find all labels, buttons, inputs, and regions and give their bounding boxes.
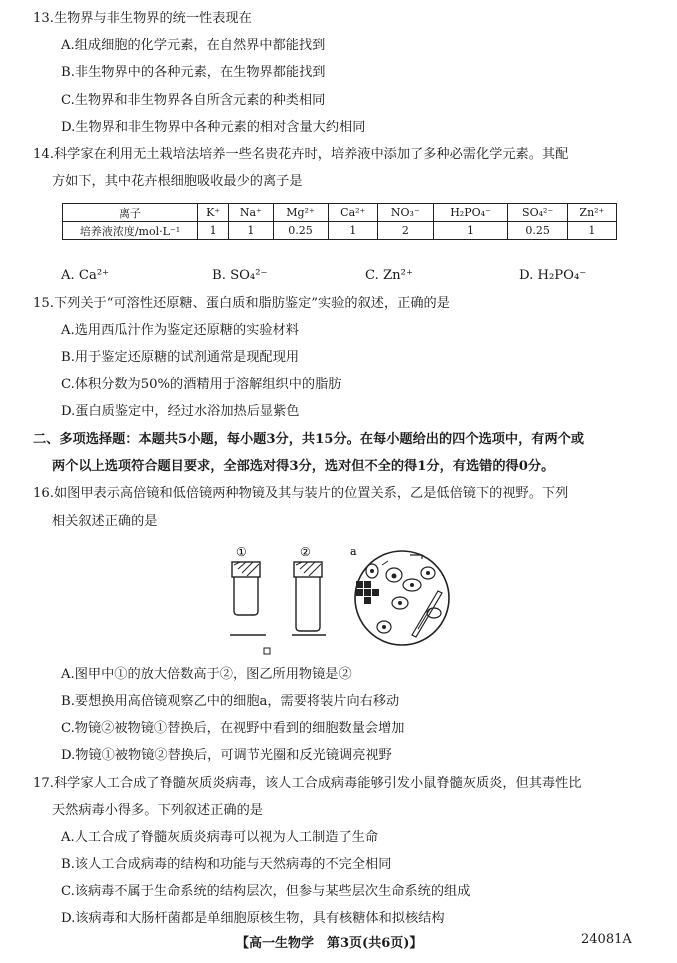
q17-option-a: A.人工合成了脊髓灰质炎病毒可以视为人工制造了生命 [61, 830, 379, 845]
q16-option-c: C.物镜②被物镜①替换后，在视野中看到的细胞数量会增加 [61, 721, 405, 736]
table-cell: 培养液浓度/mol·L⁻¹ [63, 222, 198, 240]
q15-stem: 15.下列关于“可溶性还原糖、蛋白质和脂肪鉴定”实验的叙述，正确的是 [33, 296, 450, 311]
table-header-cell: K⁺ [198, 204, 229, 222]
table-cell: 0.25 [273, 222, 328, 240]
q16-option-d: D.物镜①被物镜②替换后，可调节光圈和反光镜调亮视野 [61, 748, 392, 763]
table-header-cell: Zn²⁺ [567, 204, 616, 222]
q13-option-a: A.组成细胞的化学元素，在自然界中都能找到 [61, 38, 326, 53]
q16-option-a: A.图甲中①的放大倍数高于②，图乙所用物镜是② [61, 667, 352, 682]
table-row [63, 204, 617, 222]
q17-option-d: D.该病毒和大肠杆菌都是单细胞原核生物，具有核糖体和拟核结构 [61, 911, 445, 926]
cell-a-label: a [350, 545, 357, 558]
q15-option-d: D.蛋白质鉴定中，经过水浴加热后显紫色 [61, 404, 300, 419]
q16-option-b: B.要想换用高倍镜观察乙中的细胞a，需要将装片向右移动 [61, 694, 400, 709]
q17-option-c: C.该病毒不属于生命系统的结构层次，但参与某些层次生命系统的组成 [61, 884, 471, 899]
table-cell: 1 [198, 222, 229, 240]
table-header-cell: Ca²⁺ [328, 204, 378, 222]
q14-stem-line2: 方如下，其中花卉根细胞吸收最少的离子是 [52, 174, 303, 189]
q16-stem-line1: 16.如图甲表示高倍镜和低倍镜两种物镜及其与装片的位置关系，乙是低倍镜下的视野。下列 [33, 486, 569, 501]
q17-stem-line2: 天然病毒小得多。下列叙述正确的是 [52, 803, 263, 818]
q13-option-c: C.生物界和非生物界各自所含元素的种类相同 [61, 93, 326, 108]
table-header-cell: NO₃⁻ [378, 204, 434, 222]
table-header-cell: Mg²⁺ [273, 204, 328, 222]
table-cell: 2 [378, 222, 434, 240]
table-header-cell: Na⁺ [229, 204, 273, 222]
low-power-field-of-view [350, 545, 449, 645]
page-footer: 【高一生物学 第3页(共6页)】 [236, 936, 423, 951]
section2-instructions-line1: 二、多项选择题：本题共5小题，每小题3分，共15分。在每小题给出的四个选项中，有两个或 [33, 432, 585, 447]
q13-option-d: D.生物界和非生物界中各种元素的相对含量大约相同 [61, 120, 366, 135]
q15-option-c: C.体积分数为50%的酒精用于溶解组织中的脂肪 [61, 377, 342, 392]
ion-concentration-table [62, 203, 617, 240]
q14-option-c: C. Zn²⁺ [365, 268, 413, 283]
section2-instructions-line2: 两个以上选项符合题目要求，全部选对得3分，选对但不全的得1分，有选错的得0分。 [52, 459, 555, 474]
table-header-cell: 离子 [63, 204, 198, 222]
q14-option-d: D. H₂PO₄⁻ [519, 268, 587, 283]
microscope-figure [222, 543, 462, 658]
exam-code: 24081A [581, 932, 632, 947]
objective-lens-1 [230, 545, 266, 635]
objective-1-label: ① [236, 545, 247, 559]
q16-stem-line2: 相关叙述正确的是 [52, 514, 158, 529]
table-header-cell: H₂PO₄⁻ [433, 204, 508, 222]
table-cell: 1 [229, 222, 273, 240]
table-cell: 0.25 [508, 222, 567, 240]
q15-option-b: B.用于鉴定还原糖的试剂通常是现配现用 [61, 350, 300, 365]
q17-option-b: B.该人工合成病毒的结构和功能与天然病毒的不完全相同 [61, 857, 392, 872]
table-cell: 1 [433, 222, 508, 240]
q14-option-a: A. Ca²⁺ [61, 268, 110, 283]
objective-2-label: ② [300, 545, 311, 559]
q17-stem-line1: 17.科学家人工合成了脊髓灰质炎病毒，该人工合成病毒能够引发小鼠脊髓灰质炎，但其毒性比 [33, 776, 582, 791]
table-cell: 1 [328, 222, 378, 240]
q14-stem-line1: 14.科学家在利用无土栽培法培养一些名贵花卉时，培养液中添加了多种必需化学元素。其配 [33, 147, 569, 162]
q14-option-b: B. SO₄²⁻ [212, 268, 268, 283]
table-header-cell: SO₄²⁻ [508, 204, 567, 222]
q13-stem: 13.生物界与非生物界的统一性表现在 [33, 11, 252, 26]
table-cell: 1 [567, 222, 616, 240]
table-row [63, 222, 617, 240]
q13-option-b: B.非生物界中的各种元素，在生物界都能找到 [61, 65, 326, 80]
objective-lens-2 [292, 545, 326, 635]
q15-option-a: A.选用西瓜汁作为鉴定还原糖的实验材料 [61, 323, 299, 338]
